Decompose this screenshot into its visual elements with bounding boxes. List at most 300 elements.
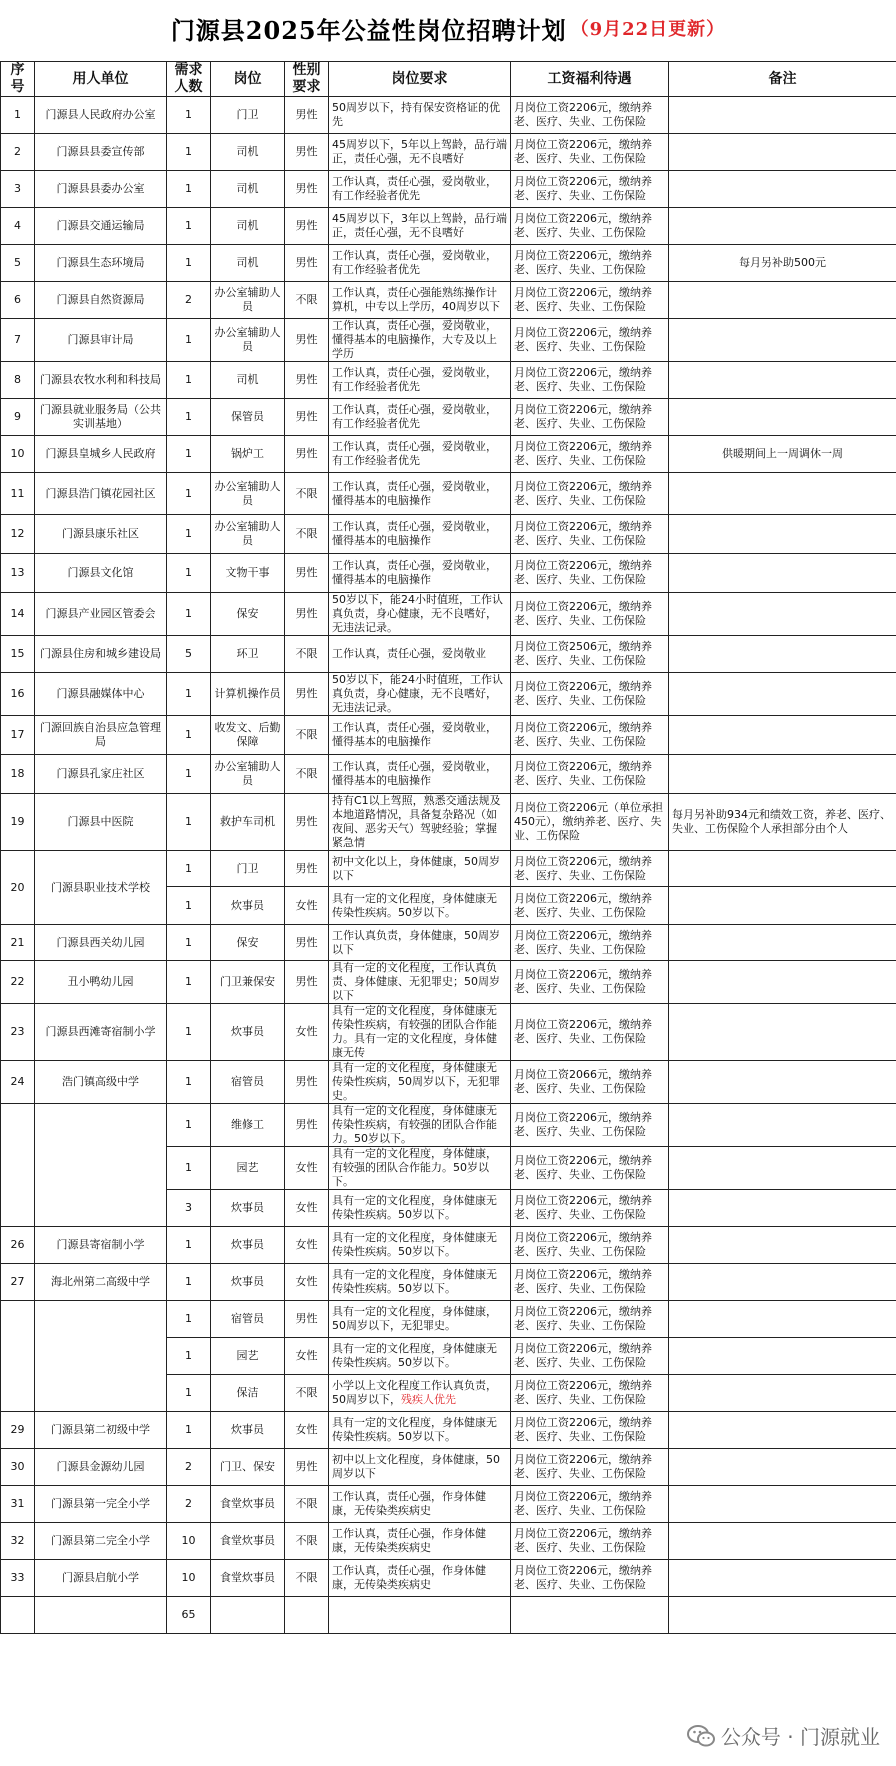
cell-gender: 男性	[285, 961, 329, 1004]
cell-wage: 月岗位工资2206元（单位承担450元），缴纳养老、医疗、失业、工伤保险	[511, 794, 669, 851]
cell-unit: 门源县第一完全小学	[35, 1486, 167, 1523]
cell-requirements: 工作认真，责任心强，爱岗敬业，懂得基本的电脑操作，大专及以上学历	[329, 319, 511, 362]
cell-wage: 月岗位工资2206元，缴纳养老、医疗、失业、工伤保险	[511, 319, 669, 362]
cell-unit: 门源县金源幼儿园	[35, 1449, 167, 1486]
cell-count: 1	[167, 515, 211, 554]
cell-wage: 月岗位工资2206元，缴纳养老、医疗、失业、工伤保险	[511, 362, 669, 399]
cell-count: 1	[167, 1227, 211, 1264]
cell-unit: 门源县交通运输局	[35, 208, 167, 245]
cell-requirements: 工作认真，责任心强，爱岗敬业，有工作经验者优先	[329, 171, 511, 208]
cell-no: 3	[1, 171, 35, 208]
cell-count: 10	[167, 1560, 211, 1597]
cell-no: 24	[1, 1061, 35, 1104]
cell-note	[669, 636, 896, 673]
title-update: （9月22日更新）	[570, 19, 726, 40]
cell-count: 65	[167, 1597, 211, 1634]
cell-note	[669, 1104, 896, 1147]
cell-no: 9	[1, 399, 35, 436]
table-row	[1, 319, 896, 362]
watermark	[687, 1721, 880, 1750]
cell-note	[669, 399, 896, 436]
cell-note	[669, 887, 896, 925]
cell-note	[669, 1004, 896, 1061]
cell-count: 1	[167, 673, 211, 716]
cell-note	[669, 282, 896, 319]
table-row	[1, 97, 896, 134]
cell-no: 12	[1, 515, 35, 554]
cell-count: 1	[167, 208, 211, 245]
cell-wage: 月岗位工资2206元，缴纳养老、医疗、失业、工伤保险	[511, 1338, 669, 1375]
cell-no: 13	[1, 554, 35, 593]
cell-no: 23	[1, 1004, 35, 1061]
cell-note	[669, 319, 896, 362]
cell-count: 10	[167, 1523, 211, 1560]
cell-requirements	[329, 1597, 511, 1634]
table-row	[1, 208, 896, 245]
cell-wage: 月岗位工资2206元，缴纳养老、医疗、失业、工伤保险	[511, 245, 669, 282]
cell-wage: 月岗位工资2206元，缴纳养老、医疗、失业、工伤保险	[511, 171, 669, 208]
requirement-text: 小学以上文化程度工作认真负责，50周岁以下，	[332, 1379, 497, 1406]
cell-unit: 丑小鸭幼儿园	[35, 961, 167, 1004]
cell-gender: 不限	[285, 1375, 329, 1412]
cell-gender: 不限	[285, 755, 329, 794]
cell-no	[1, 1597, 35, 1634]
cell-gender: 男性	[285, 97, 329, 134]
cell-note	[669, 1061, 896, 1104]
cell-note	[669, 473, 896, 515]
cell-gender: 男性	[285, 593, 329, 636]
cell-note: 每月另补助934元和绩效工资，养老、医疗、失业、工伤保险个人承担部分由个人	[669, 794, 896, 851]
cell-wage: 月岗位工资2206元，缴纳养老、医疗、失业、工伤保险	[511, 961, 669, 1004]
cell-requirements: 具有一定的文化程度，身体健康，50周岁以下，无犯罪史。	[329, 1301, 511, 1338]
cell-note	[669, 1147, 896, 1190]
cell-wage: 月岗位工资2206元，缴纳养老、医疗、失业、工伤保险	[511, 436, 669, 473]
cell-note	[669, 1375, 896, 1412]
cell-gender: 男性	[285, 554, 329, 593]
cell-requirements: 工作认真负责，身体健康，50周岁以下	[329, 925, 511, 961]
cell-gender: 不限	[285, 473, 329, 515]
cell-post: 炊事员	[211, 1004, 285, 1061]
cell-count: 1	[167, 1264, 211, 1301]
requirement-highlight: 残疾人优先	[401, 1393, 456, 1406]
cell-post: 保管员	[211, 399, 285, 436]
cell-gender: 男性	[285, 436, 329, 473]
cell-wage: 月岗位工资2206元，缴纳养老、医疗、失业、工伤保险	[511, 887, 669, 925]
cell-count: 1	[167, 1301, 211, 1338]
cell-wage: 月岗位工资2206元，缴纳养老、医疗、失业、工伤保险	[511, 1375, 669, 1412]
cell-no: 31	[1, 1486, 35, 1523]
cell-unit: 门源县农牧水利和科技局	[35, 362, 167, 399]
table-row	[1, 636, 896, 673]
cell-post: 保洁	[211, 1375, 285, 1412]
cell-note	[669, 1412, 896, 1449]
cell-gender: 男性	[285, 1061, 329, 1104]
cell-count: 5	[167, 636, 211, 673]
cell-count: 1	[167, 554, 211, 593]
table-row	[1, 1264, 896, 1301]
table-row	[1, 925, 896, 961]
cell-requirements: 具有一定的文化程度，身体健康无传染性疾病。50岁以下。	[329, 1190, 511, 1227]
cell-post: 办公室辅助人员	[211, 282, 285, 319]
cell-wage: 月岗位工资2206元，缴纳养老、医疗、失业、工伤保险	[511, 1147, 669, 1190]
cell-requirements: 具有一定的文化程度，身体健康无传染性疾病，有较强的团队合作能力。50岁以下。	[329, 1104, 511, 1147]
cell-no: 22	[1, 961, 35, 1004]
cell-post: 宿管员	[211, 1061, 285, 1104]
cell-no: 29	[1, 1412, 35, 1449]
cell-unit: 门源县职业技术学校	[35, 851, 167, 925]
cell-note	[669, 961, 896, 1004]
cell-unit: 门源县融媒体中心	[35, 673, 167, 716]
cell-gender: 不限	[285, 636, 329, 673]
cell-count: 1	[167, 134, 211, 171]
cell-wage: 月岗位工资2206元，缴纳养老、医疗、失业、工伤保险	[511, 1264, 669, 1301]
cell-unit: 门源县第二初级中学	[35, 1412, 167, 1449]
cell-no: 19	[1, 794, 35, 851]
cell-post: 炊事员	[211, 887, 285, 925]
cell-note	[669, 1264, 896, 1301]
header-row	[1, 62, 896, 97]
cell-no: 7	[1, 319, 35, 362]
cell-wage: 月岗位工资2206元，缴纳养老、医疗、失业、工伤保险	[511, 925, 669, 961]
cell-wage: 月岗位工资2206元，缴纳养老、医疗、失业、工伤保险	[511, 1560, 669, 1597]
cell-wage: 月岗位工资2206元，缴纳养老、医疗、失业、工伤保险	[511, 282, 669, 319]
cell-requirements: 45周岁以下，3年以上驾龄，品行端正，责任心强，无不良嗜好	[329, 208, 511, 245]
cell-count: 1	[167, 755, 211, 794]
cell-requirements: 具有一定的文化程度，身体健康无传染性疾病，有较强的团队合作能力。具有一定的文化程度，身体健康无传	[329, 1004, 511, 1061]
cell-no: 10	[1, 436, 35, 473]
cell-wage: 月岗位工资2206元，缴纳养老、医疗、失业、工伤保险	[511, 515, 669, 554]
cell-requirements: 具有一定的文化程度，身体健康无传染性疾病。50岁以下。	[329, 1338, 511, 1375]
cell-note	[669, 515, 896, 554]
cell-post: 食堂炊事员	[211, 1560, 285, 1597]
cell-wage: 月岗位工资2206元，缴纳养老、医疗、失业、工伤保险	[511, 755, 669, 794]
wechat-icon	[687, 1724, 715, 1748]
cell-note: 每月另补助500元	[669, 245, 896, 282]
cell-unit: 海北州第二高级中学	[35, 1264, 167, 1301]
cell-wage: 月岗位工资2206元，缴纳养老、医疗、失业、工伤保险	[511, 1004, 669, 1061]
cell-count: 1	[167, 925, 211, 961]
cell-requirements: 50岁以下，能24小时值班，工作认真负责，身心健康，无不良嗜好，无违法记录。	[329, 673, 511, 716]
cell-note	[669, 97, 896, 134]
table-row	[1, 1486, 896, 1523]
cell-wage: 月岗位工资2206元，缴纳养老、医疗、失业、工伤保险	[511, 1486, 669, 1523]
table-row	[1, 1301, 896, 1338]
cell-requirements: 初中以上文化程度，身体健康，50周岁以下	[329, 1449, 511, 1486]
cell-count: 1	[167, 97, 211, 134]
table-row	[1, 673, 896, 716]
cell-requirements: 具有一定的文化程度，身体健康无传染性疾病。50岁以下。	[329, 887, 511, 925]
cell-no: 5	[1, 245, 35, 282]
header-no: 序号	[1, 62, 35, 97]
cell-gender: 不限	[285, 1486, 329, 1523]
cell-no: 16	[1, 673, 35, 716]
cell-count: 1	[167, 473, 211, 515]
table-row	[1, 755, 896, 794]
cell-post: 维修工	[211, 1104, 285, 1147]
cell-note	[669, 593, 896, 636]
cell-unit: 门源县皇城乡人民政府	[35, 436, 167, 473]
cell-unit	[35, 1597, 167, 1634]
cell-note	[669, 1227, 896, 1264]
cell-wage: 月岗位工资2206元，缴纳养老、医疗、失业、工伤保险	[511, 673, 669, 716]
cell-requirements: 初中文化以上，身体健康，50周岁以下	[329, 851, 511, 887]
cell-post: 办公室辅助人员	[211, 515, 285, 554]
cell-requirements: 50岁以下，能24小时值班，工作认真负责，身心健康，无不良嗜好，无违法记录。	[329, 593, 511, 636]
cell-note	[669, 673, 896, 716]
cell-requirements: 45周岁以下，5年以上驾龄，品行端正，责任心强，无不良嗜好	[329, 134, 511, 171]
cell-wage: 月岗位工资2206元，缴纳养老、医疗、失业、工伤保险	[511, 97, 669, 134]
cell-wage: 月岗位工资2206元，缴纳养老、医疗、失业、工伤保险	[511, 851, 669, 887]
cell-requirements: 具有一定的文化程度，身体健康，有较强的团队合作能力。50岁以下。	[329, 1147, 511, 1190]
cell-wage: 月岗位工资2206元，缴纳养老、医疗、失业、工伤保险	[511, 1227, 669, 1264]
cell-no: 1	[1, 97, 35, 134]
cell-post: 环卫	[211, 636, 285, 673]
cell-requirements: 工作认真，责任心强，爱岗敬业，有工作经验者优先	[329, 399, 511, 436]
cell-post: 司机	[211, 171, 285, 208]
cell-gender: 不限	[285, 1560, 329, 1597]
cell-post: 司机	[211, 245, 285, 282]
cell-gender: 女性	[285, 1264, 329, 1301]
cell-wage: 月岗位工资2206元，缴纳养老、医疗、失业、工伤保险	[511, 208, 669, 245]
table-row	[1, 362, 896, 399]
cell-wage: 月岗位工资2066元，缴纳养老、医疗、失业、工伤保险	[511, 1061, 669, 1104]
cell-wage: 月岗位工资2206元，缴纳养老、医疗、失业、工伤保险	[511, 1449, 669, 1486]
cell-count: 1	[167, 716, 211, 755]
header-post: 岗位	[211, 62, 285, 97]
cell-wage: 月岗位工资2206元，缴纳养老、医疗、失业、工伤保险	[511, 1190, 669, 1227]
cell-post: 办公室辅助人员	[211, 473, 285, 515]
cell-no: 6	[1, 282, 35, 319]
cell-count: 1	[167, 887, 211, 925]
cell-unit: 门源县寄宿制小学	[35, 1227, 167, 1264]
cell-gender: 男性	[285, 794, 329, 851]
cell-wage: 月岗位工资2206元，缴纳养老、医疗、失业、工伤保险	[511, 399, 669, 436]
cell-gender: 男性	[285, 362, 329, 399]
cell-gender: 男性	[285, 1104, 329, 1147]
cell-unit: 门源县住房和城乡建设局	[35, 636, 167, 673]
cell-requirements: 持有C1以上驾照，熟悉交通法规及本地道路情况，具备复杂路况（如夜间、恶劣天气）驾驶经验；掌握紧急情	[329, 794, 511, 851]
cell-gender	[285, 1597, 329, 1634]
cell-post: 计算机操作员	[211, 673, 285, 716]
cell-unit: 门源县康乐社区	[35, 515, 167, 554]
cell-count: 1	[167, 436, 211, 473]
cell-post: 门卫兼保安	[211, 961, 285, 1004]
cell-note	[669, 1597, 896, 1634]
cell-gender: 男性	[285, 851, 329, 887]
cell-no	[1, 1104, 35, 1227]
table-row	[1, 171, 896, 208]
cell-gender: 女性	[285, 1227, 329, 1264]
table-row	[1, 1004, 896, 1061]
table-row	[1, 1061, 896, 1104]
cell-note	[669, 362, 896, 399]
cell-post: 园艺	[211, 1147, 285, 1190]
table-row	[1, 851, 896, 887]
cell-count: 1	[167, 593, 211, 636]
cell-requirements: 具有一定的文化程度，身体健康无传染性疾病。50岁以下。	[329, 1412, 511, 1449]
cell-gender: 男性	[285, 319, 329, 362]
table-row	[1, 1449, 896, 1486]
cell-wage: 月岗位工资2206元，缴纳养老、医疗、失业、工伤保险	[511, 1301, 669, 1338]
cell-unit: 门源县浩门镇花园社区	[35, 473, 167, 515]
cell-note	[669, 716, 896, 755]
cell-post: 锅炉工	[211, 436, 285, 473]
cell-no: 17	[1, 716, 35, 755]
cell-count: 1	[167, 961, 211, 1004]
cell-note: 供暖期间上一周调休一周	[669, 436, 896, 473]
cell-no: 27	[1, 1264, 35, 1301]
cell-unit: 门源县文化馆	[35, 554, 167, 593]
cell-count: 1	[167, 1375, 211, 1412]
cell-post: 司机	[211, 134, 285, 171]
header-count: 需求人数	[167, 62, 211, 97]
cell-no: 11	[1, 473, 35, 515]
cell-requirements: 具有一定的文化程度，工作认真负责、身体健康、无犯罪史；50周岁以下	[329, 961, 511, 1004]
cell-unit: 门源县生态环境局	[35, 245, 167, 282]
cell-gender: 不限	[285, 716, 329, 755]
cell-count: 3	[167, 1190, 211, 1227]
table-row	[1, 282, 896, 319]
cell-unit: 门源回族自治县应急管理局	[35, 716, 167, 755]
header-requirements: 岗位要求	[329, 62, 511, 97]
cell-requirements: 工作认真，责任心强，爱岗敬业，懂得基本的电脑操作	[329, 554, 511, 593]
cell-gender: 女性	[285, 1190, 329, 1227]
cell-post: 保安	[211, 593, 285, 636]
cell-note	[669, 208, 896, 245]
cell-no: 20	[1, 851, 35, 925]
cell-note	[669, 1449, 896, 1486]
cell-count: 1	[167, 399, 211, 436]
cell-unit: 门源县孔家庄社区	[35, 755, 167, 794]
cell-no: 21	[1, 925, 35, 961]
header-note: 备注	[669, 62, 896, 97]
cell-gender: 女性	[285, 887, 329, 925]
cell-requirements: 具有一定的文化程度，身体健康无传染性疾病。50岁以下。	[329, 1264, 511, 1301]
cell-unit: 门源县西滩寄宿制小学	[35, 1004, 167, 1061]
table-row	[1, 1412, 896, 1449]
cell-post: 收发文、后勤保障	[211, 716, 285, 755]
cell-post: 办公室辅助人员	[211, 755, 285, 794]
cell-gender: 不限	[285, 282, 329, 319]
cell-requirements: 工作认真，责任心强，爱岗敬业，懂得基本的电脑操作	[329, 716, 511, 755]
cell-wage: 月岗位工资2206元，缴纳养老、医疗、失业、工伤保险	[511, 473, 669, 515]
cell-gender: 男性	[285, 1449, 329, 1486]
cell-gender: 男性	[285, 171, 329, 208]
cell-note	[669, 171, 896, 208]
cell-count: 1	[167, 1104, 211, 1147]
cell-wage: 月岗位工资2206元，缴纳养老、医疗、失业、工伤保险	[511, 554, 669, 593]
cell-note	[669, 851, 896, 887]
cell-wage: 月岗位工资2506元，缴纳养老、医疗、失业、工伤保险	[511, 636, 669, 673]
table-row	[1, 473, 896, 515]
cell-unit: 门源县西关幼儿园	[35, 925, 167, 961]
cell-count: 1	[167, 362, 211, 399]
table-row	[1, 554, 896, 593]
cell-post: 司机	[211, 208, 285, 245]
table-row	[1, 716, 896, 755]
cell-post: 园艺	[211, 1338, 285, 1375]
cell-requirements: 工作认真，责任心强，爱岗敬业，懂得基本的电脑操作	[329, 515, 511, 554]
header-unit: 用人单位	[35, 62, 167, 97]
cell-count: 1	[167, 319, 211, 362]
cell-post: 门卫、保安	[211, 1449, 285, 1486]
cell-note	[669, 134, 896, 171]
cell-post: 炊事员	[211, 1412, 285, 1449]
cell-note	[669, 925, 896, 961]
cell-post: 食堂炊事员	[211, 1486, 285, 1523]
cell-requirements: 工作认真，责任心强能熟练操作计算机，中专以上学历，40周岁以下	[329, 282, 511, 319]
cell-no: 32	[1, 1523, 35, 1560]
table-row	[1, 1227, 896, 1264]
cell-post: 保安	[211, 925, 285, 961]
cell-note	[669, 1190, 896, 1227]
table-row	[1, 245, 896, 282]
cell-unit: 门源县审计局	[35, 319, 167, 362]
cell-unit: 门源县县委宣传部	[35, 134, 167, 171]
cell-post	[211, 1597, 285, 1634]
cell-requirements: 工作认真，责任心强，爱岗敬业	[329, 636, 511, 673]
cell-no: 18	[1, 755, 35, 794]
cell-no: 33	[1, 1560, 35, 1597]
cell-no: 30	[1, 1449, 35, 1486]
cell-count: 1	[167, 1004, 211, 1061]
cell-gender: 男性	[285, 134, 329, 171]
table-row	[1, 1104, 896, 1147]
table-row	[1, 1560, 896, 1597]
cell-requirements: 工作认真，责任心强，爱岗敬业，有工作经验者优先	[329, 436, 511, 473]
cell-gender: 男性	[285, 399, 329, 436]
cell-count: 1	[167, 245, 211, 282]
cell-post: 宿管员	[211, 1301, 285, 1338]
cell-count: 1	[167, 1338, 211, 1375]
cell-count: 1	[167, 171, 211, 208]
cell-post: 门卫	[211, 851, 285, 887]
cell-post: 文物干事	[211, 554, 285, 593]
cell-gender: 男性	[285, 245, 329, 282]
cell-requirements: 工作认真，责任心强，爱岗敬业，懂得基本的电脑操作	[329, 473, 511, 515]
cell-post: 救护车司机	[211, 794, 285, 851]
cell-note	[669, 1338, 896, 1375]
cell-unit: 门源县启航小学	[35, 1560, 167, 1597]
cell-note	[669, 1301, 896, 1338]
cell-note	[669, 755, 896, 794]
cell-wage	[511, 1597, 669, 1634]
cell-requirements: 具有一定的文化程度，身体健康无传染性疾病，50周岁以下，无犯罪史。	[329, 1061, 511, 1104]
cell-unit: 门源县第二完全小学	[35, 1523, 167, 1560]
cell-count: 2	[167, 282, 211, 319]
cell-requirements: 工作认真，责任心强，作身体健康，无传染类疾病史	[329, 1523, 511, 1560]
cell-wage: 月岗位工资2206元，缴纳养老、医疗、失业、工伤保险	[511, 716, 669, 755]
cell-note	[669, 1560, 896, 1597]
cell-gender: 男性	[285, 925, 329, 961]
cell-gender: 女性	[285, 1412, 329, 1449]
cell-requirements: 工作认真，责任心强，作身体健康，无传染类疾病史	[329, 1560, 511, 1597]
table-row	[1, 1523, 896, 1560]
cell-count: 1	[167, 851, 211, 887]
watermark-text: 公众号 · 门源就业	[720, 1725, 880, 1749]
cell-post: 办公室辅助人员	[211, 319, 285, 362]
cell-gender: 女性	[285, 1338, 329, 1375]
cell-unit: 门源县自然资源局	[35, 282, 167, 319]
cell-gender: 男性	[285, 208, 329, 245]
table-row	[1, 961, 896, 1004]
cell-requirements: 具有一定的文化程度，身体健康无传染性疾病。50岁以下。	[329, 1227, 511, 1264]
cell-unit	[35, 1104, 167, 1227]
cell-count: 1	[167, 1147, 211, 1190]
cell-requirements: 工作认真，责任心强，作身体健康，无传染类疾病史	[329, 1486, 511, 1523]
table-row	[1, 794, 896, 851]
cell-requirements	[329, 1375, 511, 1412]
